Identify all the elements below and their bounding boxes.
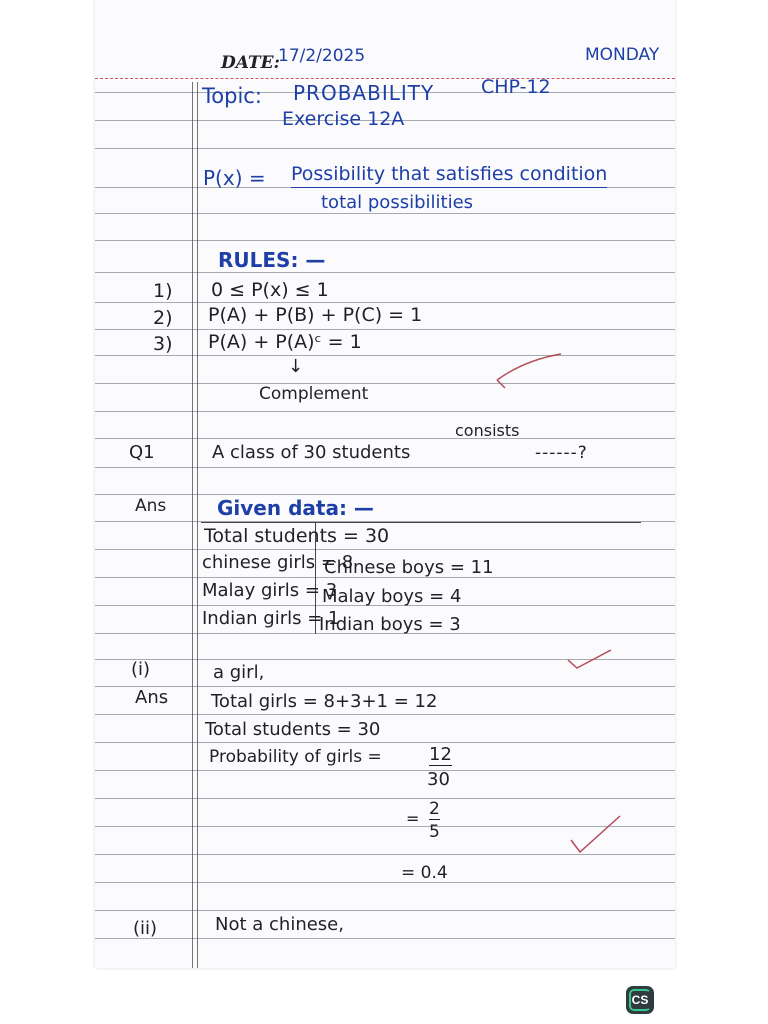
part-ii-label: (ii): [133, 918, 158, 939]
check-mark-icon: [495, 350, 565, 390]
chapter-label: CHP-12: [481, 76, 551, 98]
question-consists: consists: [455, 421, 520, 440]
table-border: [201, 522, 641, 523]
part-i-label: (i): [131, 659, 151, 680]
rule-line: [95, 494, 675, 495]
total-students-cell: Total students = 30: [204, 525, 390, 547]
question-label: Q1: [129, 442, 155, 463]
rule-text: P(A) + P(A)ᶜ = 1: [208, 331, 362, 353]
table-cell-right: Malay boys = 4: [322, 586, 462, 607]
table-cell-left: Indian girls = 1: [202, 608, 340, 629]
formula-numerator: Possibility that satisfies condition: [291, 163, 607, 188]
rule-line: [95, 549, 675, 550]
rule-line: [95, 910, 675, 911]
rule-line: [95, 467, 675, 468]
equals-sign: =: [406, 809, 420, 828]
table-cell-left: Malay girls = 3: [202, 580, 338, 601]
rule-line: [95, 882, 675, 883]
margin-line: [197, 82, 198, 968]
fraction-numerator: 12: [429, 744, 452, 765]
topic-value: PROBABILITY: [293, 81, 435, 105]
rule-line: [95, 686, 675, 687]
fraction-numerator: 2: [429, 799, 440, 819]
rule-text: P(A) + P(B) + P(C) = 1: [208, 304, 423, 326]
rule-line: [95, 272, 675, 273]
exercise-label: Exercise 12A: [282, 108, 405, 130]
table-cell-left: chinese girls = 8: [202, 552, 354, 573]
question-text: A class of 30 students: [212, 442, 411, 463]
rule-line: [95, 714, 675, 715]
topic-label: Topic:: [202, 84, 262, 108]
formula-denominator: total possibilities: [321, 192, 474, 213]
fraction-denominator: 5: [429, 822, 440, 842]
rule-line: [95, 770, 675, 771]
check-mark-icon: [568, 812, 624, 856]
table-cell-right: Indian boys = 3: [319, 614, 461, 635]
table-cell-right: Chinese boys = 11: [324, 557, 494, 578]
rule-line: [95, 798, 675, 799]
complement-label: Complement: [259, 384, 369, 404]
rule-number: 3): [153, 333, 173, 355]
down-arrow-icon: ↓: [288, 356, 304, 377]
fraction-denominator: 30: [427, 769, 450, 790]
answer-label: Ans: [135, 496, 167, 516]
scanner-logo-ring: [629, 989, 651, 1011]
scanner-logo-text: CS: [631, 993, 649, 1007]
decimal-result: = 0.4: [401, 863, 448, 883]
rule-line: [95, 148, 675, 149]
question-tail: ------?: [535, 443, 588, 463]
check-mark-icon: [565, 646, 615, 672]
rule-line: [95, 355, 675, 356]
date-label: DATE:: [221, 53, 280, 73]
rule-number: 2): [153, 307, 173, 329]
rule-line: [95, 438, 675, 439]
part-i-question: a girl,: [213, 662, 265, 683]
notebook-page: [95, 0, 675, 968]
part-ii-question: Not a chinese,: [215, 914, 344, 935]
rule-number: 1): [153, 280, 173, 302]
rule-line: [95, 213, 675, 214]
header-dashed-line: [95, 78, 675, 79]
rule-text: 0 ≤ P(x) ≤ 1: [211, 279, 329, 301]
rule-line: [95, 411, 675, 412]
probability-label: Probability of girls =: [209, 747, 382, 767]
rule-line: [95, 240, 675, 241]
given-heading: Given data: —: [217, 496, 374, 520]
part-i-answer-label: Ans: [135, 687, 169, 708]
rules-heading: RULES: —: [218, 248, 326, 272]
rule-line: [95, 742, 675, 743]
part-i-line: Total students = 30: [205, 719, 381, 740]
margin-line: [192, 82, 193, 968]
scanner-logo: [626, 986, 654, 1014]
day-label: MONDAY: [585, 45, 660, 65]
rule-line: [95, 938, 675, 939]
formula-lhs: P(x) =: [203, 166, 266, 190]
rule-line: [95, 383, 675, 384]
date-value: 17/2/2025: [278, 46, 366, 66]
rule-line: [95, 329, 675, 330]
part-i-line: Total girls = 8+3+1 = 12: [211, 691, 438, 712]
